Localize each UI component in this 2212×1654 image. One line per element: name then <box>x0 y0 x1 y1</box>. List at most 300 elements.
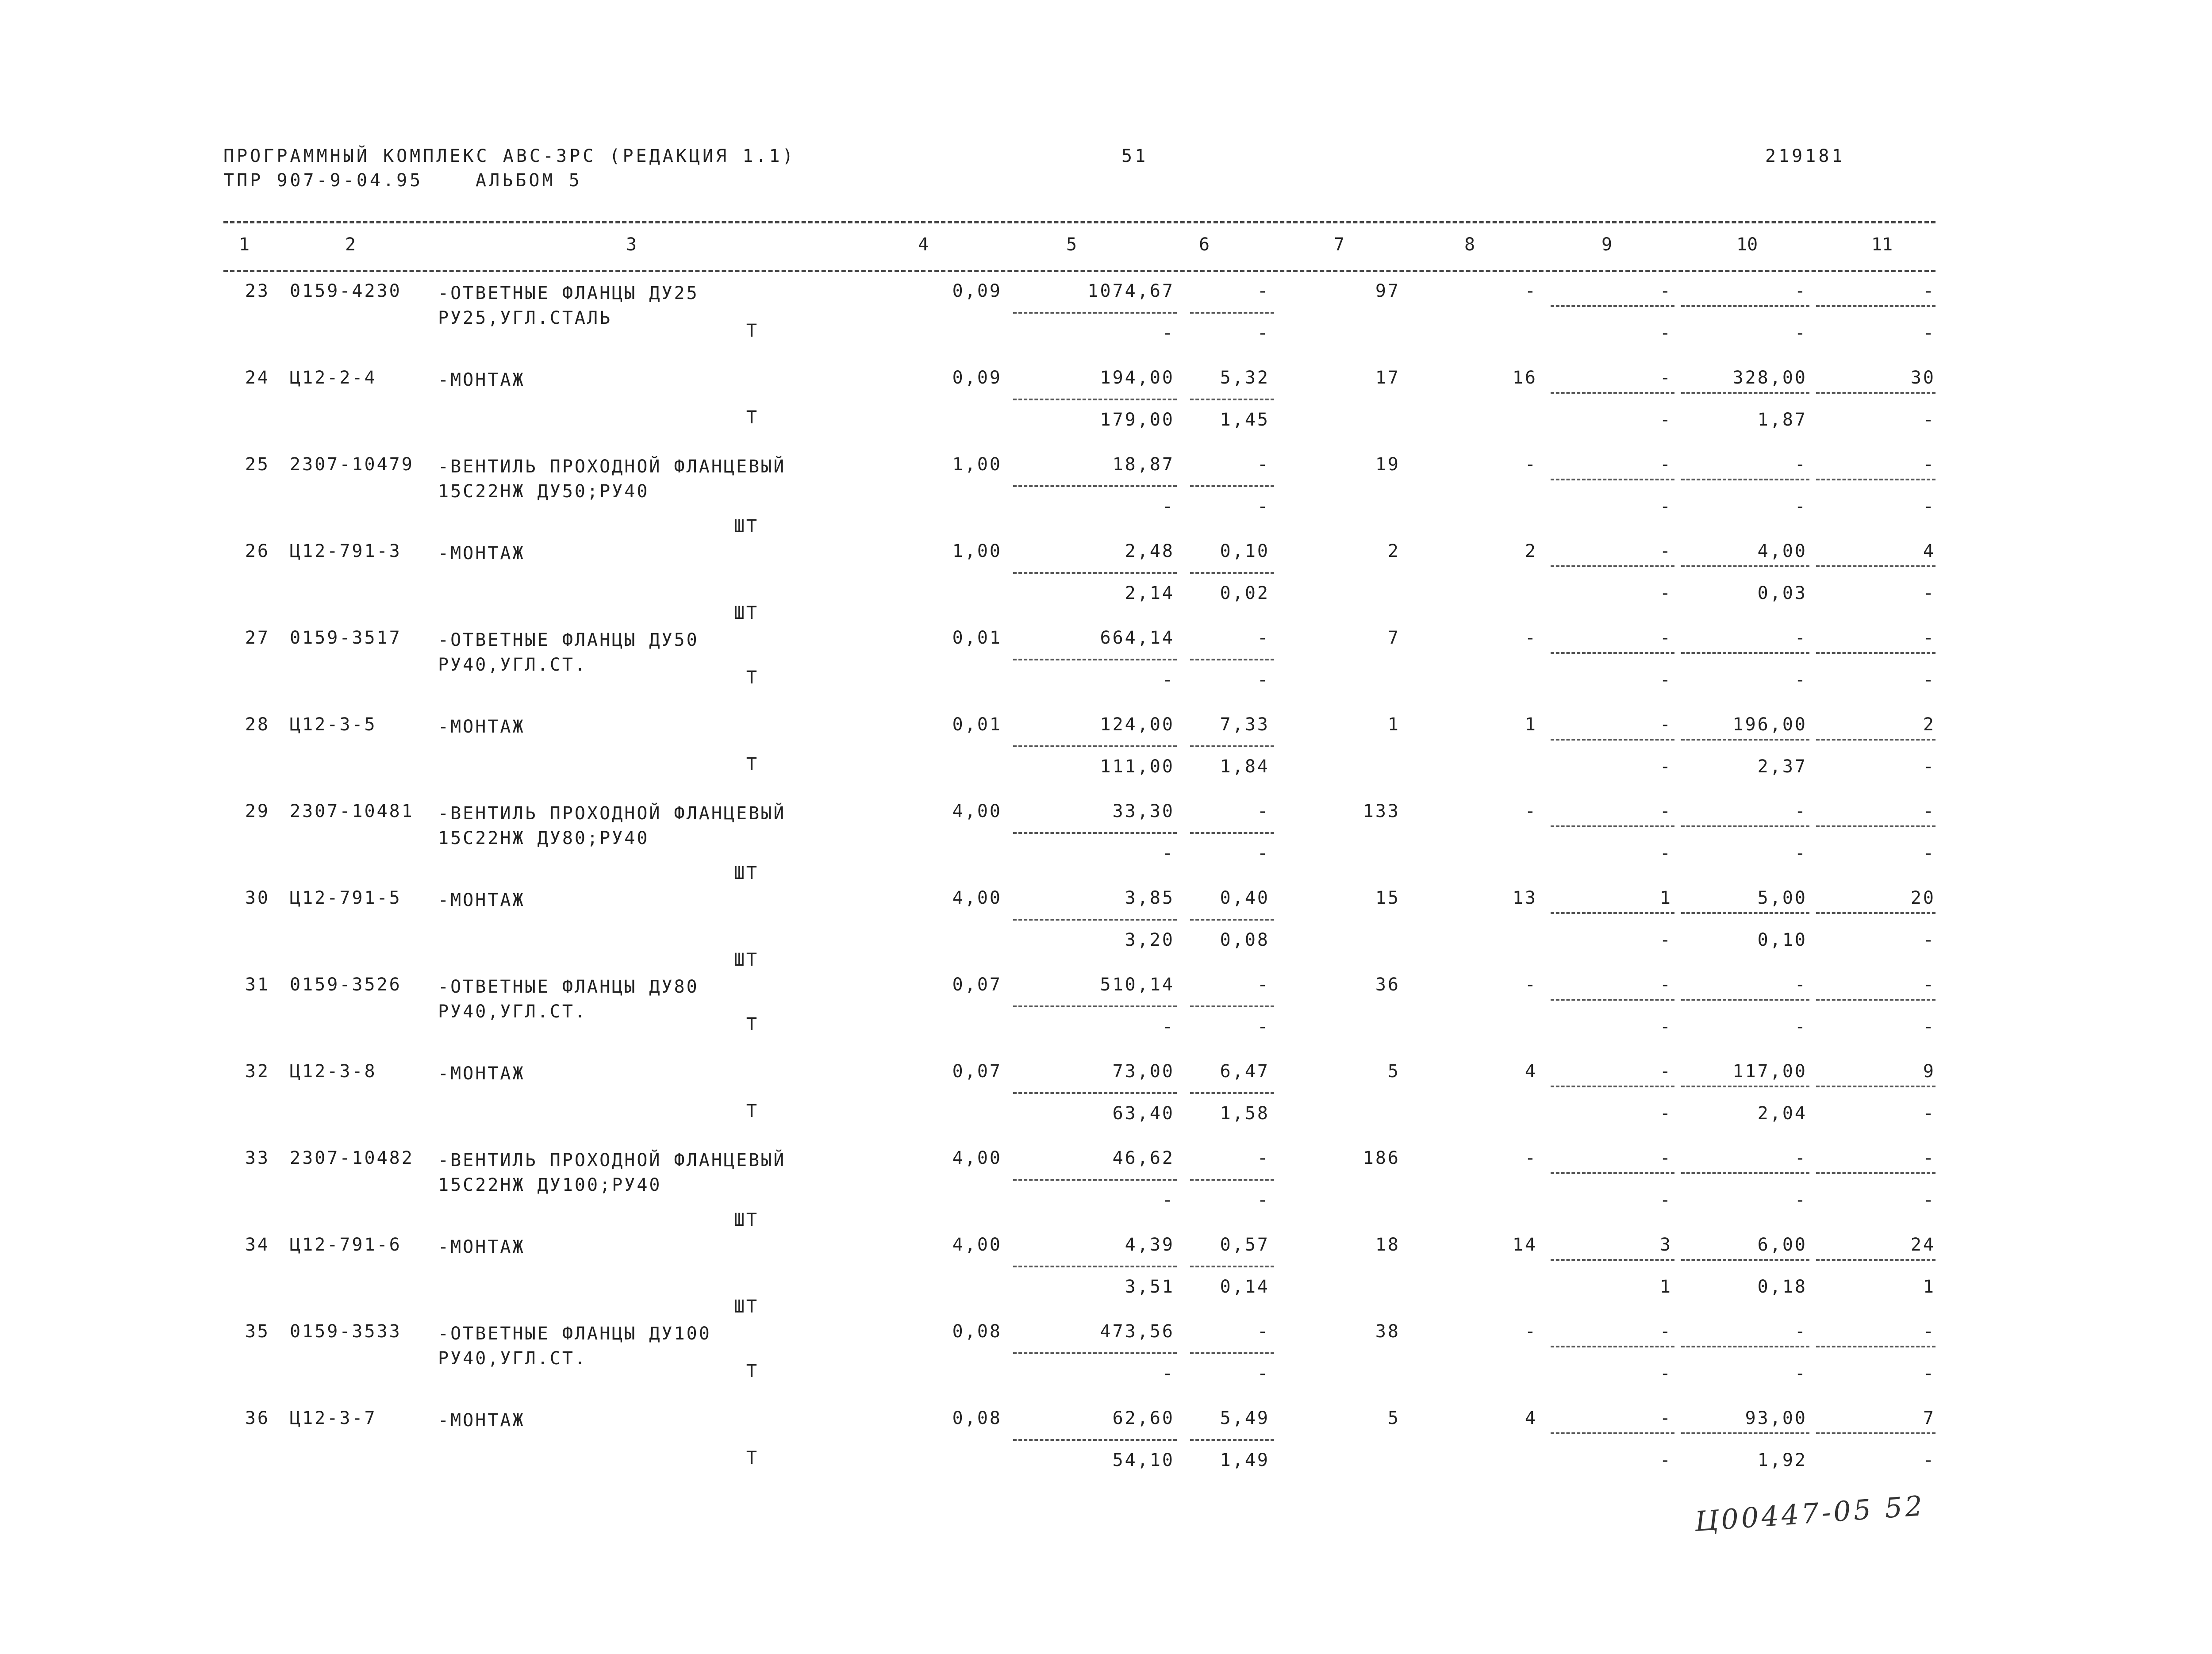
col5-wages: 54,10 <box>1112 1450 1175 1470</box>
item-name: -МОНТАЖ <box>438 1237 525 1257</box>
col10-total: - <box>1794 628 1807 648</box>
col9-total: - <box>1659 1148 1672 1168</box>
cell-divider <box>1681 739 1809 741</box>
table-row <box>0 1235 2212 1323</box>
col10-total: 93,00 <box>1745 1408 1807 1428</box>
col10-wages: - <box>1794 1017 1807 1037</box>
col11-total: - <box>1923 1148 1936 1168</box>
col10-wages: 1,92 <box>1757 1450 1807 1470</box>
item-name: -ВЕНТИЛЬ ПРОХОДНОЙ ФЛАНЦЕВЫЙ 15С22НЖ ДУ50;РУ40 <box>438 457 786 502</box>
col6-wages: - <box>1257 843 1270 863</box>
quantity: 0,09 <box>952 368 1002 388</box>
col6-wages: - <box>1257 1363 1270 1384</box>
col5-total: 194,00 <box>1100 368 1175 388</box>
column-number: 3 <box>626 234 637 255</box>
col10-total: - <box>1794 975 1807 995</box>
table-row <box>0 888 2212 976</box>
cell-divider <box>1013 399 1177 400</box>
cell-divider <box>1551 565 1674 567</box>
cell-divider <box>1681 1259 1809 1261</box>
col5-total: 18,87 <box>1112 454 1175 475</box>
cell-divider <box>1013 1439 1177 1441</box>
price-code: 0159-3517 <box>290 628 402 648</box>
col8: 4 <box>1525 1061 1537 1082</box>
unit: Т <box>746 321 759 341</box>
quantity: 0,07 <box>952 1061 1002 1082</box>
cell-divider <box>1013 1092 1177 1094</box>
row-number: 29 <box>245 801 270 821</box>
col8: - <box>1525 628 1537 648</box>
col5-wages: - <box>1162 843 1175 863</box>
item-name: -МОНТАЖ <box>438 1410 525 1431</box>
col6-wages: - <box>1257 323 1270 343</box>
cell-divider <box>1013 659 1177 660</box>
quantity: 4,00 <box>952 1235 1002 1255</box>
unit: Т <box>746 668 759 688</box>
col6-total: 0,40 <box>1220 888 1270 908</box>
col11-wages: - <box>1923 583 1936 603</box>
col8: - <box>1525 975 1537 995</box>
column-number: 10 <box>1736 234 1758 255</box>
cell-divider <box>1013 919 1177 921</box>
cell-divider <box>1013 745 1177 747</box>
col5-wages: - <box>1162 1190 1175 1210</box>
col10-wages: - <box>1794 496 1807 517</box>
cell-divider <box>1816 739 1936 741</box>
cell-divider <box>1551 1172 1674 1174</box>
cell-divider <box>1190 832 1274 834</box>
table-row <box>0 368 2212 456</box>
price-code: Ц12-791-6 <box>290 1235 402 1255</box>
table-header-rule <box>223 270 1936 272</box>
col8: - <box>1525 281 1537 301</box>
col7: 15 <box>1375 888 1400 908</box>
col9-total: - <box>1659 1061 1672 1082</box>
col10-wages: - <box>1794 843 1807 863</box>
item-name: -ОТВЕТНЫЕ ФЛАНЦЫ ДУ80 РУ40,УГЛ.СТ. <box>438 977 699 1022</box>
row-number: 24 <box>245 368 270 388</box>
col5-total: 4,39 <box>1125 1235 1175 1255</box>
table-row <box>0 541 2212 629</box>
col6-total: - <box>1257 628 1270 648</box>
unit: Т <box>746 407 759 428</box>
cell-divider <box>1816 1259 1936 1261</box>
cell-divider <box>1816 1432 1936 1434</box>
unit: Т <box>746 1014 759 1035</box>
table-row <box>0 714 2212 803</box>
row-number: 36 <box>245 1408 270 1428</box>
col9-total: - <box>1659 368 1672 388</box>
col6-total: - <box>1257 1148 1270 1168</box>
table-row <box>0 454 2212 543</box>
col11-wages: - <box>1923 930 1936 950</box>
cell-divider <box>1551 652 1674 654</box>
col11-total: 4 <box>1923 541 1936 561</box>
col5-wages: 2,14 <box>1125 583 1175 603</box>
col10-wages: - <box>1794 1190 1807 1210</box>
col8: 16 <box>1512 368 1537 388</box>
col6-total: 5,32 <box>1220 368 1270 388</box>
col9-wages: 1 <box>1659 1277 1672 1297</box>
quantity: 4,00 <box>952 888 1002 908</box>
col8: - <box>1525 1321 1537 1342</box>
cell-divider <box>1551 392 1674 394</box>
price-code: 2307-10479 <box>290 454 414 475</box>
price-code: 2307-10481 <box>290 801 414 821</box>
column-number: 9 <box>1601 234 1613 255</box>
col11-wages: - <box>1923 756 1936 777</box>
col11-total: - <box>1923 628 1936 648</box>
cell-divider <box>1681 305 1809 307</box>
cell-divider <box>1681 1086 1809 1087</box>
col9-wages: - <box>1659 323 1672 343</box>
cell-divider <box>1190 1092 1274 1094</box>
col9-total: - <box>1659 541 1672 561</box>
cell-divider <box>1013 312 1177 314</box>
col11-total: 30 <box>1910 368 1936 388</box>
cell-divider <box>1013 1005 1177 1007</box>
quantity: 0,08 <box>952 1321 1002 1342</box>
cell-divider <box>1190 1179 1274 1181</box>
cell-divider <box>1681 479 1809 480</box>
col5-total: 46,62 <box>1112 1148 1175 1168</box>
cell-divider <box>1190 1266 1274 1267</box>
col5-total: 510,14 <box>1100 975 1175 995</box>
cell-divider <box>1816 392 1936 394</box>
col6-wages: 1,45 <box>1220 410 1270 430</box>
cell-divider <box>1190 312 1274 314</box>
col11-total: - <box>1923 281 1936 301</box>
col5-wages: - <box>1162 1017 1175 1037</box>
cell-divider <box>1551 1432 1674 1434</box>
col5-total: 3,85 <box>1125 888 1175 908</box>
col11-wages: 1 <box>1923 1277 1936 1297</box>
cell-divider <box>1816 479 1936 480</box>
col6-total: - <box>1257 801 1270 821</box>
col11-wages: - <box>1923 1363 1936 1384</box>
table-top-rule <box>223 221 1936 223</box>
col5-total: 1074,67 <box>1087 281 1175 301</box>
col10-total: 117,00 <box>1732 1061 1807 1082</box>
unit: Т <box>746 1361 759 1382</box>
table-row <box>0 1408 2212 1497</box>
quantity: 4,00 <box>952 801 1002 821</box>
cell-divider <box>1551 739 1674 741</box>
row-number: 31 <box>245 975 270 995</box>
cell-divider <box>1013 485 1177 487</box>
cell-divider <box>1681 1172 1809 1174</box>
col6-wages: 1,58 <box>1220 1103 1270 1124</box>
col5-wages: 3,51 <box>1125 1277 1175 1297</box>
cell-divider <box>1681 392 1809 394</box>
col9-wages: - <box>1659 1103 1672 1124</box>
unit: ШТ <box>733 863 759 883</box>
col10-wages: - <box>1794 1363 1807 1384</box>
column-number: 1 <box>239 234 250 255</box>
cell-divider <box>1190 399 1274 400</box>
cell-divider <box>1190 745 1274 747</box>
col9-wages: - <box>1659 843 1672 863</box>
col9-total: - <box>1659 975 1672 995</box>
quantity: 0,09 <box>952 281 1002 301</box>
col10-total: 4,00 <box>1757 541 1807 561</box>
col9-total: - <box>1659 628 1672 648</box>
col10-total: - <box>1794 1148 1807 1168</box>
table-row <box>0 1148 2212 1236</box>
col6-total: 6,47 <box>1220 1061 1270 1082</box>
col6-total: 5,49 <box>1220 1408 1270 1428</box>
price-code: Ц12-791-3 <box>290 541 402 561</box>
col10-total: - <box>1794 801 1807 821</box>
col7: 19 <box>1375 454 1400 475</box>
cell-divider <box>1190 572 1274 574</box>
cell-divider <box>1551 479 1674 480</box>
item-name: -ВЕНТИЛЬ ПРОХОДНОЙ ФЛАНЦЕВЫЙ 15С22НЖ ДУ100;РУ40 <box>438 1150 786 1195</box>
col10-total: 5,00 <box>1757 888 1807 908</box>
item-name: -МОНТАЖ <box>438 890 525 910</box>
col5-total: 124,00 <box>1100 714 1175 735</box>
price-code: 0159-3526 <box>290 975 402 995</box>
col10-wages: 0,10 <box>1757 930 1807 950</box>
quantity: 4,00 <box>952 1148 1002 1168</box>
col7: 36 <box>1375 975 1400 995</box>
row-number: 27 <box>245 628 270 648</box>
row-number: 28 <box>245 714 270 735</box>
col11-wages: - <box>1923 1103 1936 1124</box>
row-number: 25 <box>245 454 270 475</box>
col5-wages: 179,00 <box>1100 410 1175 430</box>
col6-wages: - <box>1257 670 1270 690</box>
cell-divider <box>1190 1005 1274 1007</box>
col9-total: - <box>1659 714 1672 735</box>
col11-total: 9 <box>1923 1061 1936 1082</box>
row-number: 30 <box>245 888 270 908</box>
col8: 13 <box>1512 888 1537 908</box>
price-code: 0159-4230 <box>290 281 402 301</box>
unit: Т <box>746 1448 759 1468</box>
col8: - <box>1525 801 1537 821</box>
cell-divider <box>1013 1352 1177 1354</box>
col10-total: - <box>1794 454 1807 475</box>
table-row <box>0 628 2212 716</box>
col7: 5 <box>1387 1061 1400 1082</box>
cell-divider <box>1681 912 1809 914</box>
col9-wages: - <box>1659 496 1672 517</box>
cell-divider <box>1681 1346 1809 1347</box>
column-number: 11 <box>1871 234 1893 255</box>
col9-total: - <box>1659 454 1672 475</box>
col6-wages: - <box>1257 1190 1270 1210</box>
column-number: 2 <box>345 234 356 255</box>
item-name: -ОТВЕТНЫЕ ФЛАНЦЫ ДУ50 РУ40,УГЛ.СТ. <box>438 630 699 675</box>
quantity: 0,01 <box>952 714 1002 735</box>
cell-divider <box>1190 919 1274 921</box>
cell-divider <box>1551 999 1674 1001</box>
column-number: 6 <box>1199 234 1210 255</box>
program-title: ПРОГРАММНЫЙ КОМПЛЕКС АВС-3РС (РЕДАКЦИЯ 1.1) <box>223 146 796 166</box>
col6-total: - <box>1257 281 1270 301</box>
table-row <box>0 281 2212 369</box>
cell-divider <box>1551 912 1674 914</box>
quantity: 0,08 <box>952 1408 1002 1428</box>
col11-total: - <box>1923 801 1936 821</box>
col7: 7 <box>1387 628 1400 648</box>
col11-total: 24 <box>1910 1235 1936 1255</box>
col5-total: 73,00 <box>1112 1061 1175 1082</box>
col11-total: 7 <box>1923 1408 1936 1428</box>
cell-divider <box>1816 652 1936 654</box>
table-row <box>0 801 2212 890</box>
cell-divider <box>1681 565 1809 567</box>
document-number: 219181 <box>1765 146 1845 166</box>
col6-wages: 0,02 <box>1220 583 1270 603</box>
cell-divider <box>1816 912 1936 914</box>
quantity: 0,01 <box>952 628 1002 648</box>
col5-total: 62,60 <box>1112 1408 1175 1428</box>
unit: ШТ <box>733 1297 759 1317</box>
cell-divider <box>1816 999 1936 1001</box>
col7: 133 <box>1363 801 1400 821</box>
col7: 186 <box>1363 1148 1400 1168</box>
price-code: Ц12-3-8 <box>290 1061 377 1082</box>
col7: 17 <box>1375 368 1400 388</box>
col7: 38 <box>1375 1321 1400 1342</box>
item-name: -МОНТАЖ <box>438 717 525 737</box>
unit: ШТ <box>733 603 759 623</box>
table-row <box>0 975 2212 1063</box>
cell-divider <box>1551 1346 1674 1347</box>
cell-divider <box>1551 305 1674 307</box>
col10-wages: 2,04 <box>1757 1103 1807 1124</box>
price-code: 2307-10482 <box>290 1148 414 1168</box>
col5-total: 473,56 <box>1100 1321 1175 1342</box>
col7: 2 <box>1387 541 1400 561</box>
col10-wages: 2,37 <box>1757 756 1807 777</box>
cell-divider <box>1816 1346 1936 1347</box>
col11-wages: - <box>1923 843 1936 863</box>
col9-wages: - <box>1659 756 1672 777</box>
handwritten-note: Ц00447-05 52 <box>1694 1489 1926 1538</box>
price-code: Ц12-2-4 <box>290 368 377 388</box>
col6-wages: 0,08 <box>1220 930 1270 950</box>
item-name: -МОНТАЖ <box>438 370 525 390</box>
col10-total: - <box>1794 1321 1807 1342</box>
cell-divider <box>1190 1352 1274 1354</box>
col5-wages: - <box>1162 323 1175 343</box>
col9-total: - <box>1659 1408 1672 1428</box>
col6-wages: 1,84 <box>1220 756 1270 777</box>
unit: Т <box>746 1101 759 1121</box>
unit: Т <box>746 754 759 775</box>
col10-total: - <box>1794 281 1807 301</box>
column-number: 7 <box>1334 234 1345 255</box>
quantity: 1,00 <box>952 541 1002 561</box>
col7: 18 <box>1375 1235 1400 1255</box>
col5-total: 664,14 <box>1100 628 1175 648</box>
col11-total: - <box>1923 975 1936 995</box>
col11-wages: - <box>1923 1450 1936 1470</box>
cell-divider <box>1816 1172 1936 1174</box>
col5-wages: - <box>1162 670 1175 690</box>
cell-divider <box>1681 825 1809 827</box>
col9-total: 1 <box>1659 888 1672 908</box>
col5-wages: 63,40 <box>1112 1103 1175 1124</box>
cell-divider <box>1681 1432 1809 1434</box>
col10-wages: - <box>1794 323 1807 343</box>
col9-total: - <box>1659 281 1672 301</box>
column-number: 5 <box>1066 234 1077 255</box>
col8: 2 <box>1525 541 1537 561</box>
document-reference: ТПР 907-9-04.95 <box>223 170 423 191</box>
col9-wages: - <box>1659 1450 1672 1470</box>
item-name: -МОНТАЖ <box>438 543 525 564</box>
price-code: Ц12-3-5 <box>290 714 377 735</box>
col5-wages: - <box>1162 496 1175 517</box>
price-code: Ц12-3-7 <box>290 1408 377 1428</box>
cell-divider <box>1816 1086 1936 1087</box>
column-number: 8 <box>1464 234 1475 255</box>
cell-divider <box>1551 1086 1674 1087</box>
col6-wages: - <box>1257 496 1270 517</box>
col11-wages: - <box>1923 1190 1936 1210</box>
col9-total: - <box>1659 801 1672 821</box>
cell-divider <box>1816 825 1936 827</box>
col11-total: - <box>1923 1321 1936 1342</box>
col8: 14 <box>1512 1235 1537 1255</box>
col10-wages: 0,03 <box>1757 583 1807 603</box>
row-number: 34 <box>245 1235 270 1255</box>
unit: ШТ <box>733 950 759 970</box>
cell-divider <box>1190 659 1274 660</box>
col11-wages: - <box>1923 323 1936 343</box>
col5-wages: - <box>1162 1363 1175 1384</box>
col7: 1 <box>1387 714 1400 735</box>
cell-divider <box>1013 572 1177 574</box>
col10-wages: - <box>1794 670 1807 690</box>
col11-wages: - <box>1923 496 1936 517</box>
quantity: 1,00 <box>952 454 1002 475</box>
cell-divider <box>1013 832 1177 834</box>
col6-total: - <box>1257 1321 1270 1342</box>
col10-total: 6,00 <box>1757 1235 1807 1255</box>
col7: 5 <box>1387 1408 1400 1428</box>
col11-wages: - <box>1923 1017 1936 1037</box>
col6-wages: - <box>1257 1017 1270 1037</box>
col6-wages: 1,49 <box>1220 1450 1270 1470</box>
col9-wages: - <box>1659 670 1672 690</box>
col11-total: 20 <box>1910 888 1936 908</box>
col11-wages: - <box>1923 670 1936 690</box>
col9-wages: - <box>1659 1017 1672 1037</box>
column-number: 4 <box>918 234 929 255</box>
col6-total: 0,57 <box>1220 1235 1270 1255</box>
col9-wages: - <box>1659 1363 1672 1384</box>
price-code: 0159-3533 <box>290 1321 402 1342</box>
item-name: -МОНТАЖ <box>438 1063 525 1084</box>
cell-divider <box>1816 565 1936 567</box>
row-number: 33 <box>245 1148 270 1168</box>
col7: 97 <box>1375 281 1400 301</box>
page-number: 51 <box>1121 146 1148 166</box>
cell-divider <box>1816 305 1936 307</box>
cell-divider <box>1013 1266 1177 1267</box>
col5-total: 2,48 <box>1125 541 1175 561</box>
col10-wages: 0,18 <box>1757 1277 1807 1297</box>
row-number: 23 <box>245 281 270 301</box>
table-row <box>0 1321 2212 1410</box>
price-code: Ц12-791-5 <box>290 888 402 908</box>
col6-total: 0,10 <box>1220 541 1270 561</box>
